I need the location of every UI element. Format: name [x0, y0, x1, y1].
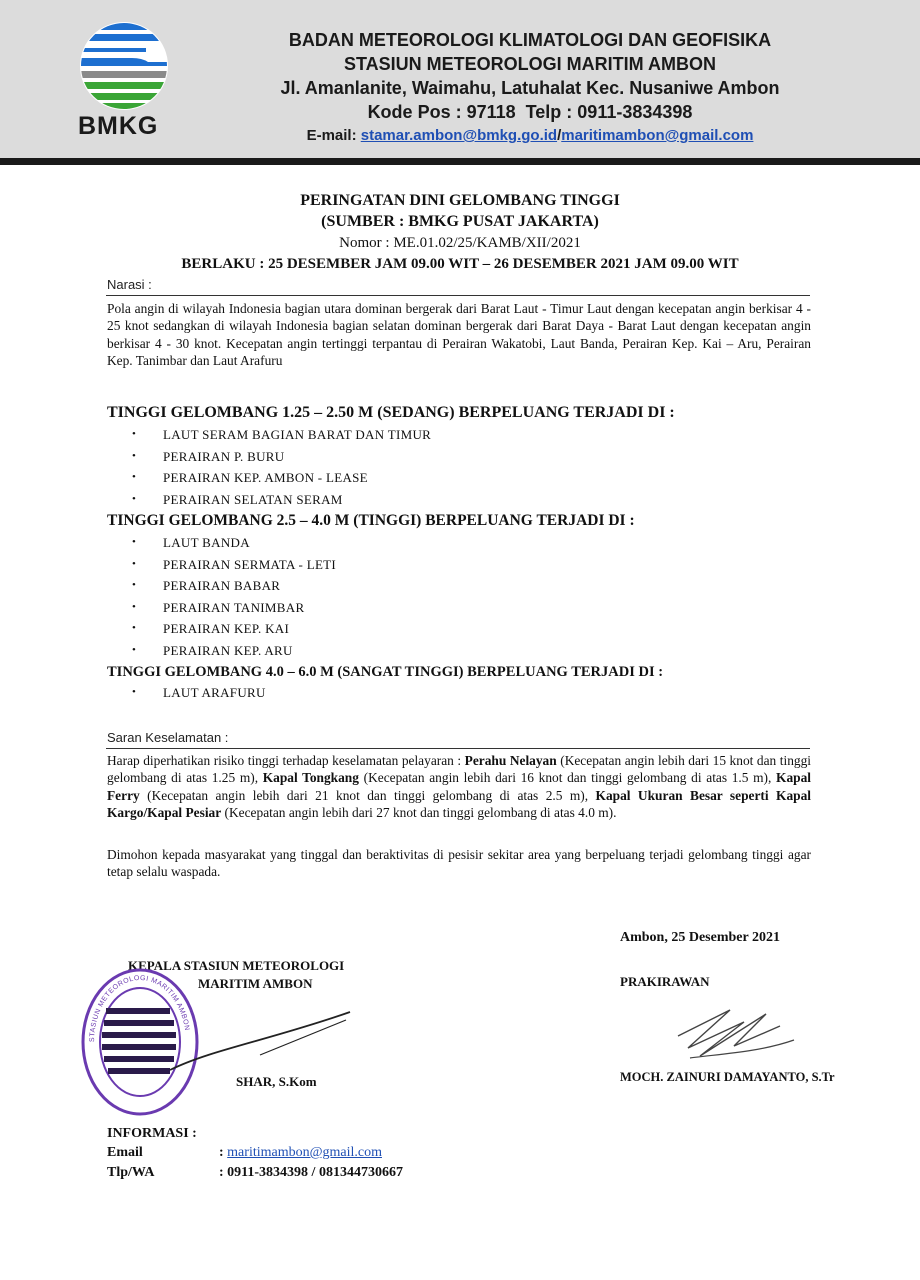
email-line: [200, 124, 860, 148]
head-name: SHAR, S.Kom: [236, 1074, 317, 1089]
narasi-text: Pola angin di wilayah Indonesia bagian utara dominan bergerak dari Barat Laut - Timur Laut dengan kecepatan angin berkisar 4 - 25 knot sedangkan di wilayah Indonesia bagian selatan dominan bergerak dari Barat Daya - Barat Laut dengan kecepatan angin berkisar 4 - 30 knot. Kecepatan angin tertinggi terpantau di Perairan Wakatobi, Laut Banda, Perairan Kep. Kai – Aru, Perairan Kep. Tanimbar dan Laut Arafuru: [107, 301, 811, 369]
list-item: • PERAIRAN BABAR: [132, 575, 336, 597]
list-item: • LAUT BANDA: [132, 532, 336, 554]
vessel-perahu-nelayan: Perahu Nelayan: [464, 753, 557, 768]
list-item: • PERAIRAN KEP. KAI: [132, 618, 336, 640]
forecaster-signature-icon: [670, 996, 800, 1066]
wave-heading-sedang: TINGGI GELOMBANG 1.25 – 2.50 M (SEDANG) BERPELUANG TERJADI DI :: [107, 404, 675, 421]
list-item: • LAUT ARAFURU: [132, 682, 266, 704]
validity-period: BERLAKU : 25 DESEMBER JAM 09.00 WIT – 26 DESEMBER 2021 JAM 09.00 WIT: [181, 256, 739, 272]
letterhead-text: [200, 28, 860, 148]
postal-phone: Kode Pos : 97118 Telp : 0911-3834398: [367, 102, 693, 122]
informasi-email-value: [219, 1145, 382, 1161]
vessel-kapal-besar: Kapal Ukuran Besar seperti Kapal Kargo/Kapal Pesiar: [107, 787, 812, 821]
place-date: Ambon, 25 Desember 2021: [620, 930, 780, 945]
letterhead-divider: [0, 158, 920, 165]
list-item: • PERAIRAN KEP. AMBON - LEASE: [132, 467, 431, 489]
email-label: E-mail:: [306, 127, 361, 144]
vessel-kapal-ferry: Kapal Ferry: [107, 770, 812, 803]
informasi-email-label: Email: [107, 1145, 143, 1160]
narasi-divider: [106, 295, 810, 296]
colon: :: [219, 1165, 224, 1180]
station-address: Jl. Amanlanite, Waimahu, Latuhalat Kec. Nusaniwe Ambon: [280, 78, 780, 98]
location-list-sedang: [132, 424, 431, 510]
list-item: • PERAIRAN KEP. ARU: [132, 640, 336, 662]
email-link-gmail[interactable]: maritimambon@gmail.com: [561, 127, 754, 144]
colon: :: [219, 1145, 224, 1160]
informasi-phone-label: Tlp/WA: [107, 1165, 155, 1180]
informasi-label: INFORMASI :: [107, 1126, 197, 1141]
wave-heading-tinggi: TINGGI GELOMBANG 2.5 – 4.0 M (TINGGI) BERPELUANG TERJADI DI :: [107, 512, 635, 529]
saran-text-2: (Kecepatan angin lebih dari 15 knot dan tinggi gelombang di atas 1.25 m),: [107, 753, 812, 786]
saran-text-4: (Kecepatan angin lebih dari 21 knot dan tinggi gelombang di atas 2.5 m),: [139, 787, 596, 803]
saran-appeal: Dimohon kepada masyarakat yang tinggal dan beraktivitas di pesisir sekitar area yang berpeluang terjadi gelombang tinggi agar tetap selalu waspada.: [107, 847, 811, 880]
informasi-phone-row: [107, 1165, 403, 1181]
document-subtitle: (SUMBER : BMKG PUSAT JAKARTA): [321, 213, 599, 230]
vessel-kapal-tongkang: Kapal Tongkang: [262, 770, 359, 786]
agency-name: BADAN METEOROLOGI KLIMATOLOGI DAN GEOFISIKA: [288, 30, 772, 50]
informasi-phone-value: [219, 1165, 403, 1181]
stamp-text: STASIUN METEOROLOGI MARITIM AMBON: [88, 974, 191, 1043]
head-title-line-1: KEPALA STASIUN METEOROLOGI: [128, 958, 345, 973]
head-title-line-2: MARITIM AMBON: [198, 976, 313, 991]
saran-text-3: (Kecepatan angin lebih dari 16 knot dan tinggi gelombang di atas 1.5 m),: [358, 770, 777, 786]
wave-heading-sangat-tinggi: TINGGI GELOMBANG 4.0 – 6.0 M (SANGAT TINGGI) BERPELUANG TERJADI DI :: [107, 664, 664, 680]
narasi-label: Narasi :: [107, 277, 152, 292]
saran-text-1: Harap diperhatikan risiko tinggi terhadap keselamatan pelayaran :: [107, 753, 465, 768]
location-list-tinggi: [132, 532, 336, 661]
saran-text-5: (Kecepatan angin lebih dari 27 knot dan tinggi gelombang di atas 4.0 m).: [221, 805, 617, 821]
forecaster-name: MOCH. ZAINURI DAMAYANTO, S.Tr: [620, 1070, 835, 1084]
list-item: • PERAIRAN SELATAN SERAM: [132, 489, 431, 511]
document-number: Nomor : ME.01.02/25/KAMB/XII/2021: [339, 235, 581, 251]
informasi-email-link[interactable]: maritimambon@gmail.com: [227, 1145, 382, 1160]
email-link-bmkg[interactable]: stamar.ambon@bmkg.go.id: [360, 127, 558, 144]
forecaster-title: PRAKIRAWAN: [620, 974, 710, 989]
logo-text: BMKG: [78, 112, 159, 140]
document-title: PERINGATAN DINI GELOMBANG TINGGI: [300, 192, 620, 209]
list-item: • PERAIRAN P. BURU: [132, 446, 431, 468]
saran-text: [107, 752, 811, 822]
list-item: • LAUT SERAM BAGIAN BARAT DAN TIMUR: [132, 424, 431, 446]
saran-divider: [106, 748, 810, 749]
station-name: STASIUN METEOROLOGI MARITIM AMBON: [344, 54, 716, 74]
saran-label: Saran Keselamatan :: [107, 730, 229, 745]
list-item: • PERAIRAN TANIMBAR: [132, 597, 336, 619]
letterhead: [0, 0, 920, 158]
location-list-sangat-tinggi: [132, 682, 266, 704]
email-separator: /: [557, 127, 562, 144]
informasi-phone-number: 0911-3834398 / 081344730667: [227, 1165, 403, 1180]
list-item: • PERAIRAN SERMATA - LETI: [132, 554, 336, 576]
informasi-email-row: [107, 1145, 382, 1161]
